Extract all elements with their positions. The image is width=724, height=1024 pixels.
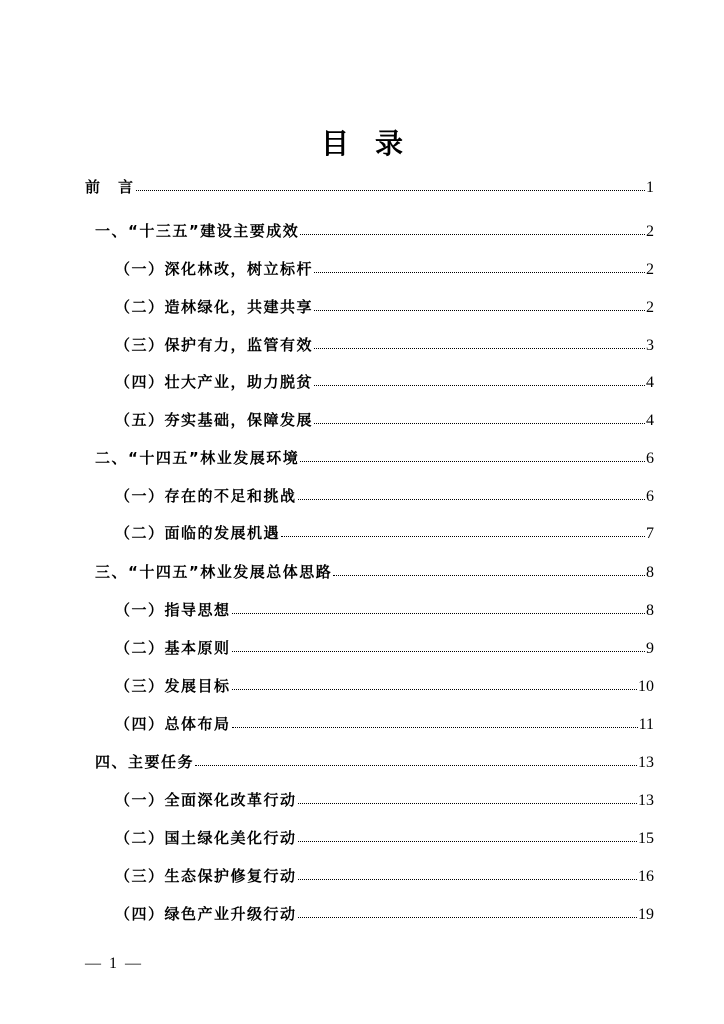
leader-dots xyxy=(314,348,645,349)
leader-dots xyxy=(314,310,645,311)
toc-entry-label: （四）壮大产业，助力脱贫 xyxy=(115,373,314,391)
toc-entry-page: 8 xyxy=(646,564,654,581)
toc-entry-page: 2 xyxy=(646,223,654,240)
toc-entry-subsection[interactable] xyxy=(115,865,654,886)
toc-entry-section-1[interactable] xyxy=(95,220,654,241)
toc-entry-subsection[interactable] xyxy=(115,258,654,279)
toc-entry-page: 15 xyxy=(638,830,654,847)
toc-entry-subsection[interactable] xyxy=(115,599,654,620)
toc-entry-label: （二）基本原则 xyxy=(115,639,231,657)
toc-entry-label: （一）全面深化改革行动 xyxy=(115,791,297,809)
toc-entry-label: 四、主要任务 xyxy=(95,753,195,771)
toc-entry-page: 9 xyxy=(646,640,654,657)
toc-entry-subsection[interactable] xyxy=(115,903,654,924)
leader-dots xyxy=(298,841,637,842)
leader-dots xyxy=(298,879,637,880)
toc-entry-subsection[interactable] xyxy=(115,637,654,658)
leader-dots xyxy=(298,803,637,804)
toc-entry-page: 6 xyxy=(646,488,654,505)
leader-dots xyxy=(232,689,637,690)
leader-dots xyxy=(232,651,645,652)
toc-entry-label: 二、“十四五”林业发展环境 xyxy=(95,449,300,467)
toc-entry-label: （二）面临的发展机遇 xyxy=(115,524,281,542)
toc-entry-page: 1 xyxy=(646,179,654,196)
leader-dots xyxy=(314,423,645,424)
toc-entry-subsection[interactable] xyxy=(115,334,654,355)
toc-entry-page: 8 xyxy=(646,602,654,619)
toc-entry-subsection[interactable] xyxy=(115,827,654,848)
toc-entry-label: （一）存在的不足和挑战 xyxy=(115,487,297,505)
toc-entry-label: 三、“十四五”林业发展总体思路 xyxy=(95,563,333,581)
leader-dots xyxy=(298,917,637,918)
leader-dots xyxy=(136,190,645,191)
toc-entry-page: 7 xyxy=(646,525,654,542)
toc-entry-page: 10 xyxy=(638,678,654,695)
toc-entry-page: 4 xyxy=(646,374,654,391)
toc-entry-section-2[interactable] xyxy=(95,447,654,468)
leader-dots xyxy=(281,536,645,537)
toc-entry-label: 前 言 xyxy=(85,178,135,196)
toc-entry-page: 13 xyxy=(638,754,654,771)
toc-entry-label: （五）夯实基础，保障发展 xyxy=(115,411,314,429)
toc-entry-subsection[interactable] xyxy=(115,485,654,506)
toc-entry-label: （四）总体布局 xyxy=(115,715,231,733)
toc-entry-subsection[interactable] xyxy=(115,296,654,317)
toc-entry-page: 3 xyxy=(646,337,654,354)
leader-dots xyxy=(314,385,645,386)
page-number-footer: — 1 — xyxy=(85,955,143,972)
toc-entry-page: 2 xyxy=(646,261,654,278)
toc-entry-label: （三）生态保护修复行动 xyxy=(115,867,297,885)
toc-entry-subsection[interactable] xyxy=(115,675,654,696)
toc-entry-label: （三）发展目标 xyxy=(115,677,231,695)
toc-entry-subsection[interactable] xyxy=(115,371,654,392)
toc-entry-page: 11 xyxy=(638,716,654,733)
leader-dots xyxy=(333,575,645,576)
toc-entry-subsection[interactable] xyxy=(115,409,654,430)
toc-entry-subsection[interactable] xyxy=(115,789,654,810)
toc-entry-subsection[interactable] xyxy=(115,713,654,734)
toc-entry-preface[interactable] xyxy=(85,176,654,197)
toc-entry-label: （一）指导思想 xyxy=(115,601,231,619)
leader-dots xyxy=(298,499,645,500)
toc-entry-label: （四）绿色产业升级行动 xyxy=(115,905,297,923)
leader-dots xyxy=(195,765,637,766)
toc-entry-label: 一、“十三五”建设主要成效 xyxy=(95,222,300,240)
leader-dots xyxy=(314,272,645,273)
toc-entry-page: 19 xyxy=(638,906,654,923)
leader-dots xyxy=(232,613,645,614)
toc-entry-label: （二）造林绿化，共建共享 xyxy=(115,298,314,316)
toc-entry-label: （二）国土绿化美化行动 xyxy=(115,829,297,847)
toc-entry-page: 2 xyxy=(646,299,654,316)
toc-entry-label: （一）深化林改，树立标杆 xyxy=(115,260,314,278)
leader-dots xyxy=(300,234,645,235)
toc-entry-page: 16 xyxy=(638,868,654,885)
toc-entry-label: （三）保护有力，监管有效 xyxy=(115,336,314,354)
toc-entry-section-3[interactable] xyxy=(95,561,654,582)
toc-entry-section-4[interactable] xyxy=(95,751,654,772)
toc-entry-subsection[interactable] xyxy=(115,522,654,543)
toc-entry-page: 13 xyxy=(638,792,654,809)
toc-entry-page: 4 xyxy=(646,412,654,429)
page-title: 目录 xyxy=(320,127,429,160)
toc-entry-page: 6 xyxy=(646,450,654,467)
leader-dots xyxy=(300,461,645,462)
leader-dots xyxy=(232,727,638,728)
